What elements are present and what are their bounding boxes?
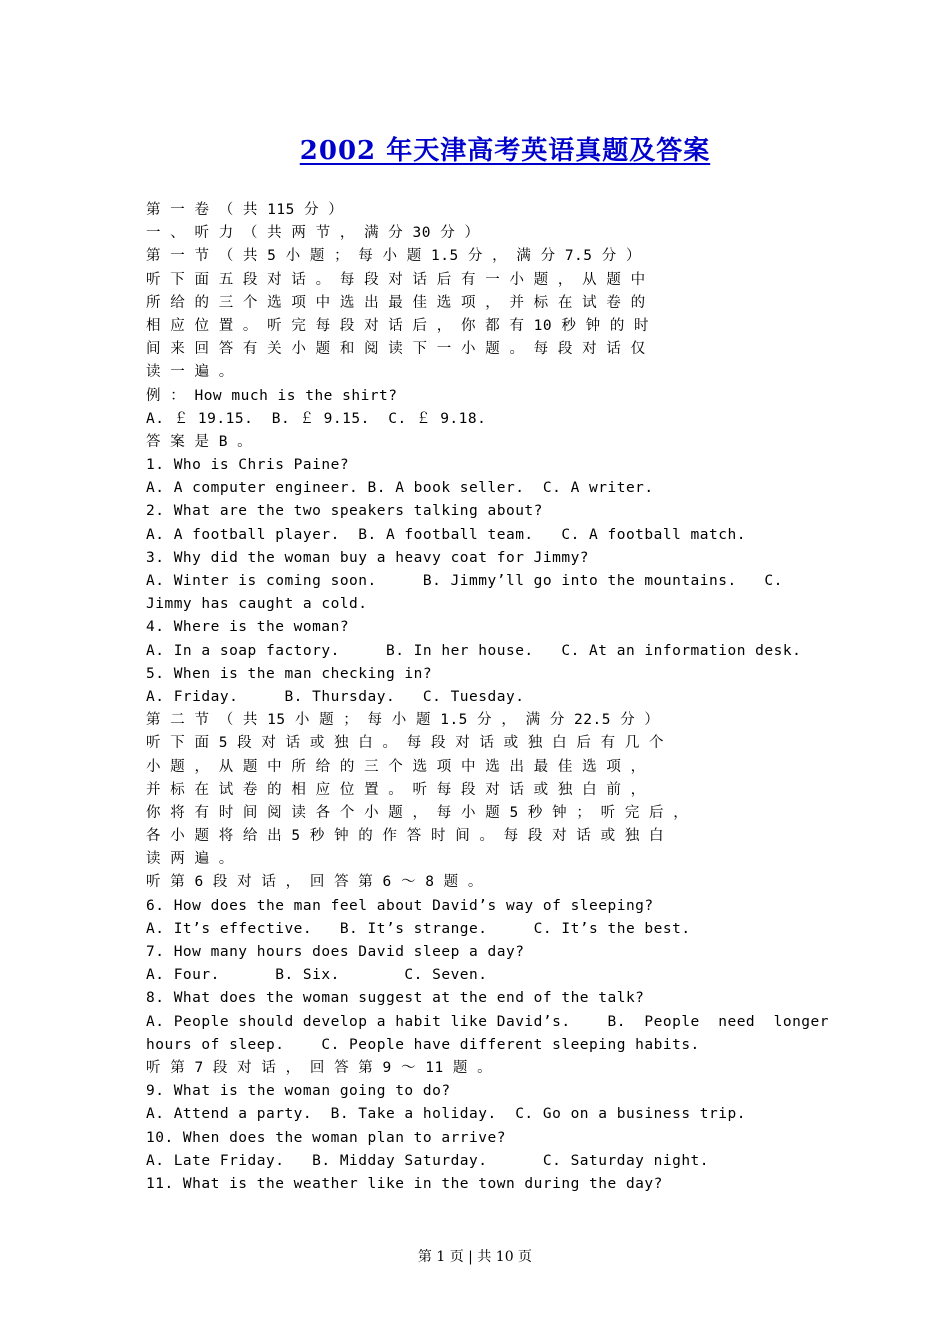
text-line: 第 一 节 （ 共 5 小 题 ； 每 小 题 1.5 分 ， 满 分 7.5 分 ） bbox=[146, 248, 641, 265]
text-line: A. Winter is coming soon. B. Jimmy’ll go into the mountains. C. bbox=[146, 573, 783, 589]
text-line: 一 、 听 力 （ 共 两 节 ， 满 分 30 分 ） bbox=[146, 225, 480, 242]
text-line: 小 题 ， 从 题 中 所 给 的 三 个 选 项 中 选 出 最 佳 选 项 ， bbox=[146, 758, 646, 775]
text-line: A. Friday. B. Thursday. C. Tuesday. bbox=[146, 688, 525, 705]
text-line: 1. Who is Chris Paine? bbox=[146, 457, 350, 474]
text-line: 相 应 位 置 。 听 完 每 段 对 话 后 ， 你 都 有 10 秒 钟 的 时 bbox=[146, 317, 650, 334]
text-line: 所 给 的 三 个 选 项 中 选 出 最 佳 选 项 ， 并 标 在 试 卷 的 bbox=[146, 294, 646, 311]
text-line: A. In a soap factory. B. In her house. C. At an information desk. bbox=[146, 642, 802, 659]
page-footer: 第 1 页 | 共 10 页 bbox=[417, 1249, 533, 1265]
text-line: 8. What does the woman suggest at the end of the talk? bbox=[146, 990, 645, 1007]
text-line: 读 两 遍 。 bbox=[146, 851, 234, 868]
text-line: 听 下 面 5 段 对 话 或 独 白 。 每 段 对 话 或 独 白 后 有 几 个 bbox=[146, 735, 665, 752]
text-line: 9. What is the woman going to do? bbox=[146, 1083, 451, 1100]
text-line: A. A computer engineer. B. A book seller. C. A writer. bbox=[146, 480, 654, 497]
text-line: 10. When does the woman plan to arrive? bbox=[146, 1129, 506, 1146]
text-line: A. Four. B. Six. C. Seven. bbox=[146, 967, 488, 984]
text-line: Jimmy has caught a cold. bbox=[146, 596, 368, 613]
text-line: 3. Why did the woman buy a heavy coat for Jimmy? bbox=[146, 549, 590, 566]
document-title[interactable]: 2002 年天津高考英语真题及答案 bbox=[299, 136, 711, 166]
text-line: 第 二 节 （ 共 15 小 题 ； 每 小 题 1.5 分 ， 满 分 22.5 分 ） bbox=[146, 712, 660, 729]
exam-body bbox=[146, 199, 830, 1196]
text-line: 4. Where is the woman? bbox=[146, 619, 350, 636]
text-line: 11. What is the weather like in the town during the day? bbox=[146, 1175, 663, 1192]
text-line: 听 第 7 段 对 话 ， 回 答 第 9 ～ 11 题 。 bbox=[146, 1059, 493, 1076]
text-line: 读 一 遍 。 bbox=[146, 364, 234, 381]
text-line: 7. How many hours does David sleep a day? bbox=[146, 944, 525, 960]
text-line: 并 标 在 试 卷 的 相 应 位 置 。 听 每 段 对 话 或 独 白 前 ， bbox=[146, 781, 646, 798]
text-line: 你 将 有 时 间 阅 读 各 个 小 题 ， 每 小 题 5 秒 钟 ； 听 完 后 ， bbox=[146, 804, 689, 821]
text-line: 听 下 面 五 段 对 话 。 每 段 对 话 后 有 一 小 题 ， 从 题 中 bbox=[146, 271, 646, 288]
text-line: 答 案 是 B 。 bbox=[146, 433, 253, 450]
text-line: 例 ： How much is the shirt? bbox=[146, 387, 398, 404]
text-line: 2. What are the two speakers talking about? bbox=[146, 503, 543, 520]
text-line: 各 小 题 将 给 出 5 秒 钟 的 作 答 时 间 。 每 段 对 话 或 独 白 bbox=[146, 828, 665, 845]
text-line: A. A football player. B. A football team. C. A football match. bbox=[146, 526, 746, 543]
text-line: 5. When is the man checking in? bbox=[146, 665, 433, 682]
text-line: A. ￡ 19.15. B. ￡ 9.15. C. ￡ 9.18. bbox=[146, 410, 487, 427]
text-line: 第 一 卷 （ 共 115 分 ） bbox=[146, 202, 344, 218]
text-line: A. It’s effective. B. It’s strange. C. It’s the best. bbox=[146, 920, 691, 937]
text-line: 听 第 6 段 对 话 ， 回 答 第 6 ～ 8 题 。 bbox=[146, 874, 483, 891]
text-line: 间 来 回 答 有 关 小 题 和 阅 读 下 一 小 题 。 每 段 对 话 仅 bbox=[146, 341, 646, 358]
text-line: A. Late Friday. B. Midday Saturday. C. Saturday night. bbox=[146, 1152, 710, 1169]
text-line: 6. How does the man feel about David’s way of sleeping? bbox=[146, 897, 654, 914]
text-line: A. Attend a party. B. Take a holiday. C. Go on a business trip. bbox=[146, 1106, 746, 1123]
text-line: A. People should develop a habit like David’s. B. People need longer bbox=[146, 1013, 830, 1030]
text-line: hours of sleep. C. People have different sleeping habits. bbox=[146, 1036, 700, 1053]
